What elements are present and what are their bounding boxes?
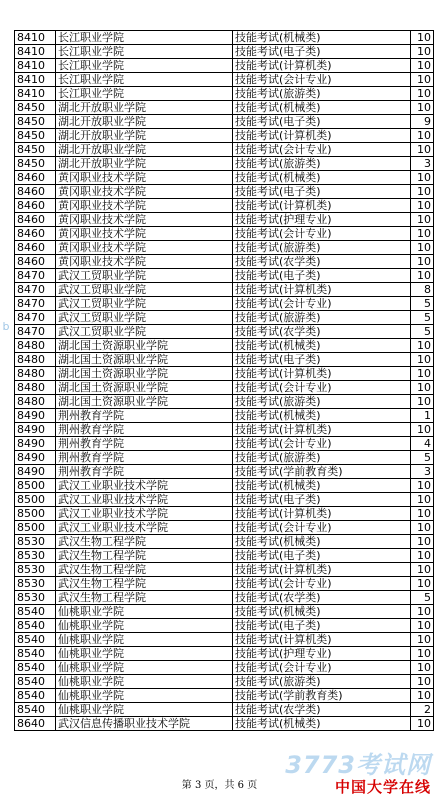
- cell-category: 技能考试(会计专业): [233, 381, 411, 395]
- cell-school: 湖北开放职业学院: [56, 101, 233, 115]
- cell-count: 10: [411, 255, 434, 269]
- table-body: [15, 31, 434, 731]
- cell-school: 仙桃职业学院: [56, 605, 233, 619]
- cell-school: 武汉工业职业技术学院: [56, 521, 233, 535]
- cell-code: 8450: [15, 157, 56, 171]
- cell-category: 技能考试(旅游类): [233, 311, 411, 325]
- table-row: [15, 521, 434, 535]
- cell-code: 8410: [15, 73, 56, 87]
- cell-category: 技能考试(学前教育类): [233, 689, 411, 703]
- cell-category: 技能考试(旅游类): [233, 675, 411, 689]
- cell-count: 10: [411, 213, 434, 227]
- cell-code: 8540: [15, 675, 56, 689]
- cell-category: 技能考试(会计专业): [233, 437, 411, 451]
- cell-category: 技能考试(机械类): [233, 409, 411, 423]
- table-row: [15, 115, 434, 129]
- cell-school: 武汉工贸职业学院: [56, 297, 233, 311]
- cell-count: 10: [411, 661, 434, 675]
- cell-code: 8540: [15, 633, 56, 647]
- table-row: [15, 129, 434, 143]
- cell-category: 技能考试(会计专业): [233, 577, 411, 591]
- table-row: [15, 577, 434, 591]
- table-row: [15, 283, 434, 297]
- cell-count: 10: [411, 395, 434, 409]
- cell-school: 武汉生物工程学院: [56, 549, 233, 563]
- table-row: [15, 339, 434, 353]
- cell-code: 8540: [15, 619, 56, 633]
- cell-category: 技能考试(机械类): [233, 479, 411, 493]
- cell-school: 武汉工贸职业学院: [56, 311, 233, 325]
- cell-code: 8540: [15, 661, 56, 675]
- admission-table: [14, 30, 434, 731]
- cell-school: 仙桃职业学院: [56, 619, 233, 633]
- table-row: [15, 535, 434, 549]
- cell-school: 武汉信息传播职业技术学院: [56, 717, 233, 731]
- cell-count: 10: [411, 423, 434, 437]
- cell-count: 10: [411, 241, 434, 255]
- cell-code: 8450: [15, 115, 56, 129]
- cell-code: 8490: [15, 409, 56, 423]
- cell-category: 技能考试(计算机类): [233, 199, 411, 213]
- cell-school: 湖北开放职业学院: [56, 143, 233, 157]
- table-row: [15, 465, 434, 479]
- cell-school: 仙桃职业学院: [56, 675, 233, 689]
- table-row: [15, 605, 434, 619]
- cell-code: 8530: [15, 577, 56, 591]
- cell-code: 8470: [15, 297, 56, 311]
- table-row: [15, 675, 434, 689]
- cell-count: 1: [411, 409, 434, 423]
- cell-category: 技能考试(机械类): [233, 31, 411, 45]
- cell-code: 8500: [15, 493, 56, 507]
- cell-category: 技能考试(电子类): [233, 549, 411, 563]
- cell-code: 8470: [15, 283, 56, 297]
- watermark-site: 3773考试网: [285, 751, 431, 779]
- cell-category: 技能考试(农学类): [233, 255, 411, 269]
- table-row: [15, 325, 434, 339]
- cell-count: 10: [411, 101, 434, 115]
- table-row: [15, 87, 434, 101]
- cell-school: 武汉生物工程学院: [56, 591, 233, 605]
- cell-code: 8530: [15, 549, 56, 563]
- cell-school: 仙桃职业学院: [56, 703, 233, 717]
- cell-category: 技能考试(电子类): [233, 115, 411, 129]
- cell-code: 8460: [15, 213, 56, 227]
- table-row: [15, 423, 434, 437]
- cell-code: 8480: [15, 381, 56, 395]
- cell-category: 技能考试(电子类): [233, 619, 411, 633]
- cell-count: 5: [411, 451, 434, 465]
- cell-school: 长江职业学院: [56, 31, 233, 45]
- cell-count: 10: [411, 73, 434, 87]
- cell-school: 武汉工贸职业学院: [56, 269, 233, 283]
- cell-category: 技能考试(旅游类): [233, 87, 411, 101]
- cell-code: 8540: [15, 703, 56, 717]
- cell-count: 10: [411, 689, 434, 703]
- cell-count: 10: [411, 381, 434, 395]
- cell-code: 8500: [15, 479, 56, 493]
- table-row: [15, 549, 434, 563]
- cell-count: 10: [411, 45, 434, 59]
- cell-code: 8450: [15, 143, 56, 157]
- cell-count: 10: [411, 339, 434, 353]
- table-row: [15, 101, 434, 115]
- table-row: [15, 437, 434, 451]
- table-row: [15, 647, 434, 661]
- cell-code: 8460: [15, 199, 56, 213]
- cell-school: 武汉生物工程学院: [56, 577, 233, 591]
- table-row: [15, 619, 434, 633]
- cell-school: 荆州教育学院: [56, 437, 233, 451]
- cell-count: 5: [411, 325, 434, 339]
- cell-count: 3: [411, 465, 434, 479]
- cell-code: 8470: [15, 311, 56, 325]
- cell-code: 8410: [15, 87, 56, 101]
- cell-count: 10: [411, 129, 434, 143]
- cell-count: 10: [411, 675, 434, 689]
- cell-category: 技能考试(会计专业): [233, 143, 411, 157]
- cell-category: 技能考试(机械类): [233, 101, 411, 115]
- cell-category: 技能考试(会计专业): [233, 227, 411, 241]
- table-row: [15, 311, 434, 325]
- cell-category: 技能考试(电子类): [233, 269, 411, 283]
- cell-count: 10: [411, 605, 434, 619]
- cell-school: 仙桃职业学院: [56, 647, 233, 661]
- table-row: [15, 59, 434, 73]
- cell-code: 8490: [15, 437, 56, 451]
- cell-count: 10: [411, 367, 434, 381]
- cell-code: 8460: [15, 227, 56, 241]
- cell-count: 10: [411, 521, 434, 535]
- cell-category: 技能考试(电子类): [233, 353, 411, 367]
- table-row: [15, 213, 434, 227]
- cell-code: 8480: [15, 339, 56, 353]
- cell-school: 荆州教育学院: [56, 451, 233, 465]
- cell-code: 8480: [15, 367, 56, 381]
- table-row: [15, 199, 434, 213]
- table-row: [15, 73, 434, 87]
- cell-code: 8540: [15, 605, 56, 619]
- cell-count: 5: [411, 297, 434, 311]
- cell-school: 长江职业学院: [56, 73, 233, 87]
- side-mark: b: [2, 320, 10, 333]
- cell-school: 湖北开放职业学院: [56, 129, 233, 143]
- cell-category: 技能考试(农学类): [233, 591, 411, 605]
- cell-code: 8540: [15, 647, 56, 661]
- cell-count: 10: [411, 619, 434, 633]
- cell-category: 技能考试(会计专业): [233, 661, 411, 675]
- cell-category: 技能考试(计算机类): [233, 423, 411, 437]
- cell-school: 黄冈职业技术学院: [56, 255, 233, 269]
- cell-count: 8: [411, 283, 434, 297]
- cell-count: 10: [411, 717, 434, 731]
- cell-count: 10: [411, 479, 434, 493]
- cell-count: 5: [411, 591, 434, 605]
- table-row: [15, 297, 434, 311]
- cell-count: 10: [411, 563, 434, 577]
- cell-school: 仙桃职业学院: [56, 633, 233, 647]
- cell-category: 技能考试(电子类): [233, 45, 411, 59]
- cell-code: 8640: [15, 717, 56, 731]
- table-row: [15, 633, 434, 647]
- table-row: [15, 451, 434, 465]
- cell-category: 技能考试(计算机类): [233, 563, 411, 577]
- cell-code: 8470: [15, 269, 56, 283]
- cell-school: 武汉工业职业技术学院: [56, 479, 233, 493]
- cell-school: 武汉工业职业技术学院: [56, 493, 233, 507]
- table-row: [15, 661, 434, 675]
- cell-count: 10: [411, 171, 434, 185]
- table-row: [15, 381, 434, 395]
- table-row: [15, 255, 434, 269]
- cell-code: 8410: [15, 45, 56, 59]
- cell-code: 8460: [15, 171, 56, 185]
- table-row: [15, 689, 434, 703]
- cell-school: 长江职业学院: [56, 59, 233, 73]
- cell-code: 8460: [15, 241, 56, 255]
- table-row: [15, 493, 434, 507]
- cell-category: 技能考试(电子类): [233, 493, 411, 507]
- cell-category: 技能考试(计算机类): [233, 633, 411, 647]
- cell-school: 荆州教育学院: [56, 409, 233, 423]
- cell-code: 8450: [15, 129, 56, 143]
- table-row: [15, 241, 434, 255]
- cell-code: 8500: [15, 507, 56, 521]
- cell-school: 湖北国土资源职业学院: [56, 367, 233, 381]
- cell-code: 8410: [15, 31, 56, 45]
- cell-category: 技能考试(旅游类): [233, 451, 411, 465]
- cell-school: 黄冈职业技术学院: [56, 185, 233, 199]
- cell-category: 技能考试(护理专业): [233, 647, 411, 661]
- cell-school: 武汉生物工程学院: [56, 535, 233, 549]
- cell-school: 湖北国土资源职业学院: [56, 339, 233, 353]
- cell-school: 湖北开放职业学院: [56, 115, 233, 129]
- table-row: [15, 31, 434, 45]
- page-footer: 第 3 页，共 6 页: [181, 780, 258, 791]
- table-row: [15, 143, 434, 157]
- cell-code: 8470: [15, 325, 56, 339]
- cell-school: 黄冈职业技术学院: [56, 213, 233, 227]
- cell-school: 湖北开放职业学院: [56, 157, 233, 171]
- cell-category: 技能考试(电子类): [233, 185, 411, 199]
- cell-count: 4: [411, 437, 434, 451]
- cell-count: 2: [411, 703, 434, 717]
- cell-code: 8530: [15, 563, 56, 577]
- cell-count: 5: [411, 311, 434, 325]
- cell-count: 10: [411, 143, 434, 157]
- cell-school: 湖北国土资源职业学院: [56, 381, 233, 395]
- cell-category: 技能考试(旅游类): [233, 241, 411, 255]
- cell-category: 技能考试(机械类): [233, 339, 411, 353]
- cell-code: 8480: [15, 395, 56, 409]
- cell-count: 10: [411, 269, 434, 283]
- cell-count: 10: [411, 185, 434, 199]
- cell-count: 10: [411, 535, 434, 549]
- cell-category: 技能考试(计算机类): [233, 283, 411, 297]
- cell-school: 黄冈职业技术学院: [56, 171, 233, 185]
- cell-school: 长江职业学院: [56, 87, 233, 101]
- cell-count: 10: [411, 199, 434, 213]
- table-row: [15, 185, 434, 199]
- cell-count: 9: [411, 115, 434, 129]
- cell-school: 湖北国土资源职业学院: [56, 395, 233, 409]
- cell-code: 8500: [15, 521, 56, 535]
- cell-category: 技能考试(计算机类): [233, 59, 411, 73]
- cell-code: 8540: [15, 689, 56, 703]
- cell-code: 8460: [15, 255, 56, 269]
- cell-category: 技能考试(农学类): [233, 325, 411, 339]
- cell-category: 技能考试(旅游类): [233, 395, 411, 409]
- cell-count: 10: [411, 549, 434, 563]
- cell-school: 武汉工贸职业学院: [56, 325, 233, 339]
- table-row: [15, 507, 434, 521]
- cell-category: 技能考试(机械类): [233, 717, 411, 731]
- table-row: [15, 353, 434, 367]
- cell-category: 技能考试(会计专业): [233, 297, 411, 311]
- cell-count: 10: [411, 577, 434, 591]
- table-row: [15, 227, 434, 241]
- cell-school: 黄冈职业技术学院: [56, 241, 233, 255]
- cell-school: 荆州教育学院: [56, 465, 233, 479]
- cell-category: 技能考试(会计专业): [233, 521, 411, 535]
- table-row: [15, 45, 434, 59]
- cell-school: 武汉生物工程学院: [56, 563, 233, 577]
- cell-count: 10: [411, 227, 434, 241]
- cell-count: 10: [411, 633, 434, 647]
- cell-code: 8480: [15, 353, 56, 367]
- cell-category: 技能考试(机械类): [233, 605, 411, 619]
- cell-count: 3: [411, 157, 434, 171]
- cell-count: 10: [411, 353, 434, 367]
- cell-category: 技能考试(旅游类): [233, 157, 411, 171]
- cell-school: 黄冈职业技术学院: [56, 199, 233, 213]
- table-row: [15, 409, 434, 423]
- table-row: [15, 367, 434, 381]
- cell-code: 8490: [15, 465, 56, 479]
- cell-school: 仙桃职业学院: [56, 689, 233, 703]
- cell-category: 技能考试(计算机类): [233, 367, 411, 381]
- cell-category: 技能考试(会计专业): [233, 73, 411, 87]
- cell-school: 湖北国土资源职业学院: [56, 353, 233, 367]
- cell-count: 10: [411, 507, 434, 521]
- cell-code: 8410: [15, 59, 56, 73]
- table-row: [15, 157, 434, 171]
- cell-count: 10: [411, 493, 434, 507]
- table-row: [15, 703, 434, 717]
- cell-code: 8490: [15, 423, 56, 437]
- cell-category: 技能考试(计算机类): [233, 129, 411, 143]
- cell-code: 8530: [15, 591, 56, 605]
- cell-count: 10: [411, 647, 434, 661]
- cell-code: 8530: [15, 535, 56, 549]
- cell-category: 技能考试(机械类): [233, 535, 411, 549]
- cell-count: 10: [411, 59, 434, 73]
- cell-school: 荆州教育学院: [56, 423, 233, 437]
- cell-school: 武汉工业职业技术学院: [56, 507, 233, 521]
- cell-category: 技能考试(农学类): [233, 703, 411, 717]
- table-row: [15, 717, 434, 731]
- watermark: [285, 752, 431, 796]
- cell-count: 10: [411, 87, 434, 101]
- cell-category: 技能考试(计算机类): [233, 507, 411, 521]
- table-row: [15, 171, 434, 185]
- cell-school: 黄冈职业技术学院: [56, 227, 233, 241]
- table-row: [15, 563, 434, 577]
- cell-school: 长江职业学院: [56, 45, 233, 59]
- watermark-brand: 中国大学在线: [334, 778, 431, 796]
- cell-category: 技能考试(学前教育类): [233, 465, 411, 479]
- cell-code: 8490: [15, 451, 56, 465]
- cell-category: 技能考试(机械类): [233, 171, 411, 185]
- table-row: [15, 395, 434, 409]
- cell-school: 武汉工贸职业学院: [56, 283, 233, 297]
- cell-category: 技能考试(护理专业): [233, 213, 411, 227]
- cell-code: 8450: [15, 101, 56, 115]
- cell-count: 10: [411, 31, 434, 45]
- table-row: [15, 479, 434, 493]
- table-row: [15, 591, 434, 605]
- table-row: [15, 269, 434, 283]
- cell-school: 仙桃职业学院: [56, 661, 233, 675]
- cell-code: 8460: [15, 185, 56, 199]
